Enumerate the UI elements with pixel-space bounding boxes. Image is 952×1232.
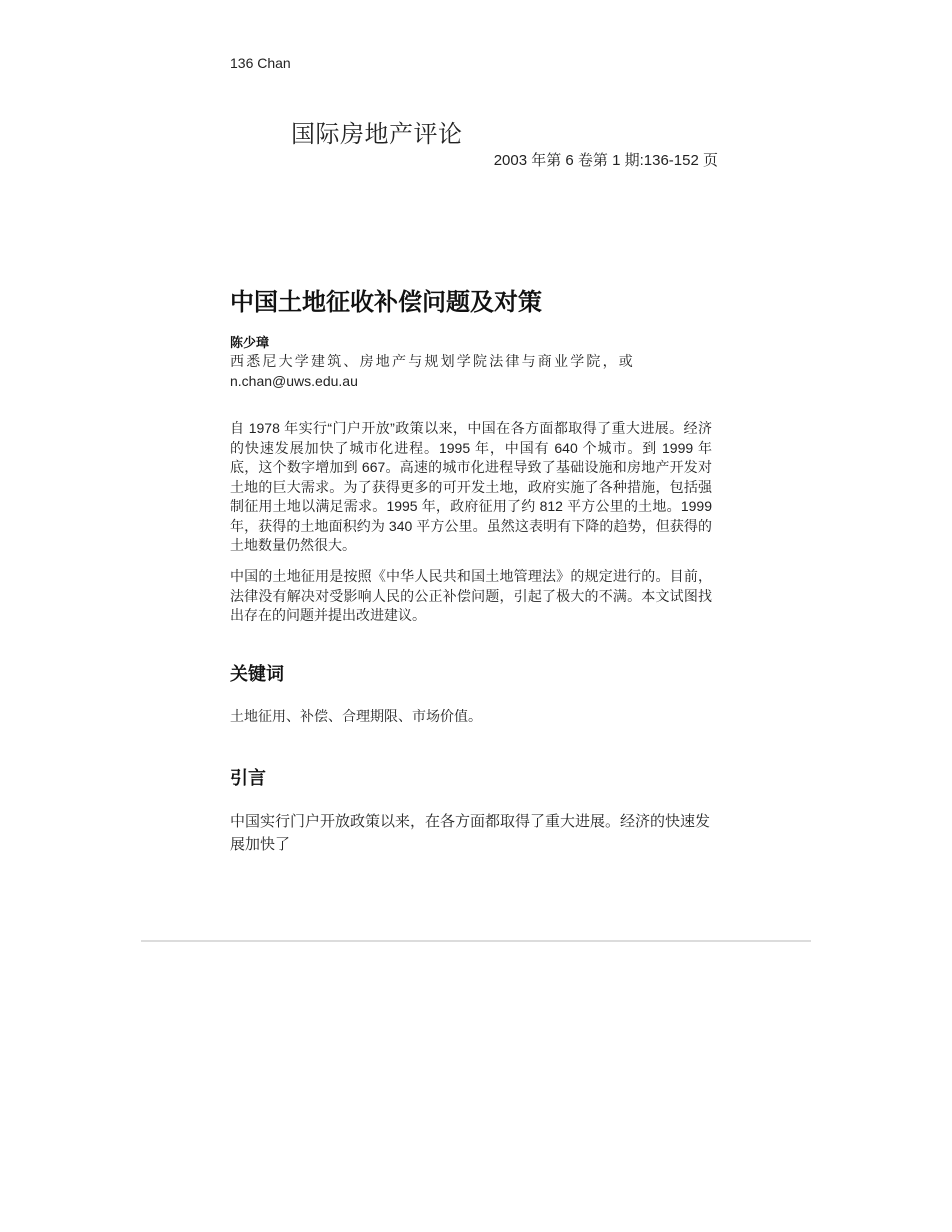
journal-citation: 2003 年第 6 卷第 1 期:136-152 页 xyxy=(493,152,718,169)
page-divider xyxy=(141,940,811,942)
introduction-heading: 引言 xyxy=(230,768,266,788)
keywords-heading: 关键词 xyxy=(230,664,284,684)
abstract-paragraph-2: 中国的土地征用是按照《中华人民共和国土地管理法》的规定进行的。目前，法律没有解决对受影响人民的公正补偿问题，引起了极大的不满。本文试图找出存在的问题并提出改进建议。 xyxy=(230,568,712,623)
author-affiliation: 西悉尼大学建筑、房地产与规划学院法律与商业学院，或 xyxy=(230,353,635,369)
introduction-text: 中国实行门户开放政策以来，在各方面都取得了重大进展。经济的快速发展加快了 xyxy=(230,813,711,853)
author-name: 陈少璋 xyxy=(230,335,270,350)
article-title: 中国土地征收补偿问题及对策 xyxy=(230,289,542,316)
author-email: n.chan@uws.edu.au xyxy=(230,373,358,389)
keywords-text: 土地征用、补偿、合理期限、市场价值。 xyxy=(230,708,482,724)
running-head: 136 Chan xyxy=(230,55,291,71)
abstract-paragraph-1: 自 1978 年实行“门户开放”政策以来，中国在各方面都取得了重大进展。经济的快速发展加快了城市化进程。1995 年，中国有 640 个城市。到 1999 年底，这个数字增加到 667。高速的城市化进程导致了基础设施和房地产开发对土地的巨大需求。为了获得更多的可开发土地，政府实施了各种措施，包括强制征用土地以满足需求。1995 年，政府征用了约 812 平方公里的土地。1999 年，获得的土地面积约为 340 平方公里。虽然这表明有下降的趋势，但获得的土地数量仍然很大。 xyxy=(230,420,712,553)
journal-name: 国际房地产评论 xyxy=(291,121,463,148)
